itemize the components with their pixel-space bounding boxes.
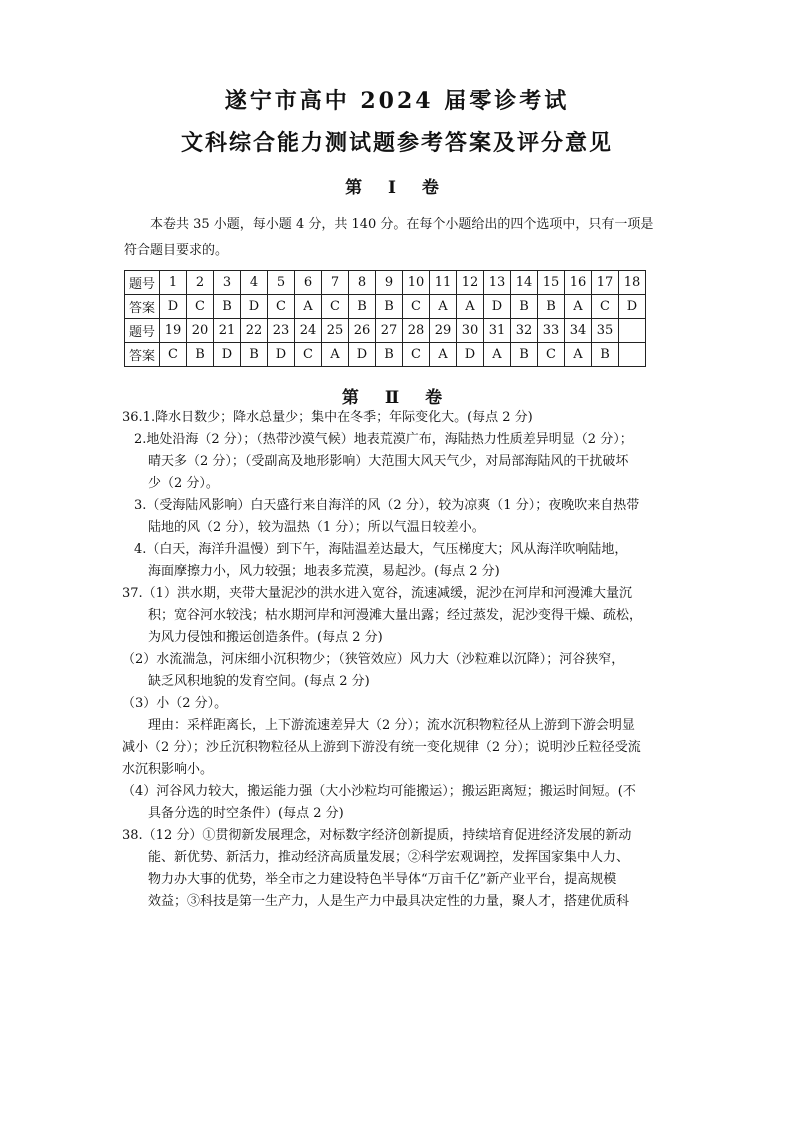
question-number-cell: 34 bbox=[565, 319, 592, 343]
answer-cell: B bbox=[376, 295, 403, 319]
answer-line: 积；宽谷河水较浅；枯水期河岸和河漫滩大量出露；经过蒸发，泥沙变得干燥、疏松， bbox=[148, 608, 643, 623]
answer-line: 少（2 分）。 bbox=[148, 476, 219, 491]
answer-line: 3.（受海陆风影响）白天盛行来自海洋的风（2 分），较为凉爽（1 分）；夜晚吹来自热带 bbox=[134, 498, 640, 513]
question-number-cell: 26 bbox=[349, 319, 376, 343]
question-number-cell: 28 bbox=[403, 319, 430, 343]
answer-cell: D bbox=[160, 295, 187, 319]
answer-table bbox=[124, 270, 646, 367]
empty-cell bbox=[619, 343, 646, 367]
answer-line: 能、新优势、新活力，推动经济高质量发展；②科学宏观调控，发挥国家集中人力、 bbox=[148, 850, 630, 865]
answer-line: 陆地的风（2 分），较为温热（1 分）；所以气温日较差小。 bbox=[148, 520, 485, 535]
question-number-cell: 30 bbox=[457, 319, 484, 343]
table-header-cell: 答案 bbox=[125, 343, 160, 367]
answer-line: （4）河谷风力较大，搬运能力强（大小沙粒均可能搬运）；搬运距离短；搬运时间短。(不 bbox=[122, 784, 636, 799]
answer-cell: D bbox=[241, 295, 268, 319]
question-number-cell: 3 bbox=[214, 271, 241, 295]
answer-cell: C bbox=[592, 295, 619, 319]
answer-line: 具备分选的时空条件）(每点 2 分) bbox=[148, 806, 344, 821]
question-number-cell: 12 bbox=[457, 271, 484, 295]
question-number-cell: 7 bbox=[322, 271, 349, 295]
question-number-cell: 20 bbox=[187, 319, 214, 343]
answer-line: （3）小（2 分）。 bbox=[122, 696, 228, 711]
answer-row bbox=[125, 343, 646, 367]
question-number-cell: 24 bbox=[295, 319, 322, 343]
table-header-cell: 答案 bbox=[125, 295, 160, 319]
question-number-cell: 22 bbox=[241, 319, 268, 343]
answer-cell: B bbox=[538, 295, 565, 319]
answer-cell: C bbox=[187, 295, 214, 319]
answer-cell: C bbox=[322, 295, 349, 319]
question-number-cell: 27 bbox=[376, 319, 403, 343]
answer-cell: A bbox=[295, 295, 322, 319]
answer-cell: C bbox=[403, 343, 430, 367]
question-number-cell: 15 bbox=[538, 271, 565, 295]
question-number-cell: 6 bbox=[295, 271, 322, 295]
question-number-cell: 16 bbox=[565, 271, 592, 295]
exam-subtitle: 文科综合能力测试题参考答案及评分意见 bbox=[180, 130, 613, 156]
question-number-cell: 4 bbox=[241, 271, 268, 295]
question-number-cell: 31 bbox=[484, 319, 511, 343]
answer-cell: A bbox=[565, 343, 592, 367]
answer-cell: A bbox=[322, 343, 349, 367]
question-number-cell: 11 bbox=[430, 271, 457, 295]
question-number-cell: 35 bbox=[592, 319, 619, 343]
volume-one-heading: 第 Ⅰ 卷 bbox=[345, 178, 449, 198]
table-header-cell: 题号 bbox=[125, 271, 160, 295]
answer-cell: B bbox=[511, 295, 538, 319]
question-number-row bbox=[125, 319, 646, 343]
question-number-row bbox=[125, 271, 646, 295]
answer-line: （2）水流湍急，河床细小沉积物少；（狭管效应）风力大（沙粒难以沉降）；河谷狭窄， bbox=[122, 652, 625, 667]
answer-line: 减小（2 分）；沙丘沉积物粒径从上游到下游没有统一变化规律（2 分）；说明沙丘粒径受流 bbox=[122, 740, 641, 755]
answer-line: 37.（1）洪水期，夹带大量泥沙的洪水进入宽谷，流速减缓，泥沙在河岸和河漫滩大量沉 bbox=[122, 586, 632, 601]
answer-cell: A bbox=[457, 295, 484, 319]
question-number-cell: 25 bbox=[322, 319, 349, 343]
answer-cell: B bbox=[349, 295, 376, 319]
answer-line: 为风力侵蚀和搬运创造条件。(每点 2 分) bbox=[148, 630, 383, 645]
answer-cell: D bbox=[619, 295, 646, 319]
question-number-cell: 13 bbox=[484, 271, 511, 295]
answer-cell: B bbox=[511, 343, 538, 367]
answer-cell: C bbox=[160, 343, 187, 367]
answer-cell: D bbox=[349, 343, 376, 367]
answer-cell: C bbox=[538, 343, 565, 367]
answer-row bbox=[125, 295, 646, 319]
table-header-cell: 题号 bbox=[125, 319, 160, 343]
answer-cell: B bbox=[592, 343, 619, 367]
answer-cell: B bbox=[214, 295, 241, 319]
question-number-cell: 19 bbox=[160, 319, 187, 343]
question-number-cell: 2 bbox=[187, 271, 214, 295]
question-number-cell: 29 bbox=[430, 319, 457, 343]
answer-cell: A bbox=[430, 343, 457, 367]
answer-line: 效益；③科技是第一生产力，人是生产力中最具决定性的力量，聚人才，搭建优质科 bbox=[148, 894, 630, 909]
answer-line: 4.（白天，海洋升温慢）到下午，海陆温差达最大，气压梯度大；风从海洋吹响陆地， bbox=[134, 542, 628, 557]
answer-cell: A bbox=[565, 295, 592, 319]
answer-cell: B bbox=[376, 343, 403, 367]
question-number-cell: 14 bbox=[511, 271, 538, 295]
answer-line: 海面摩擦力小，风力较强；地表多荒漠，易起沙。(每点 2 分) bbox=[148, 564, 500, 579]
question-number-cell: 33 bbox=[538, 319, 565, 343]
question-number-cell: 9 bbox=[376, 271, 403, 295]
empty-cell bbox=[619, 319, 646, 343]
answer-line: 2.地处沿海（2 分）；（热带沙漠气候）地表荒漠广布，海陆热力性质差异明显（2 分）； bbox=[134, 432, 633, 447]
question-number-cell: 5 bbox=[268, 271, 295, 295]
answer-cell: C bbox=[403, 295, 430, 319]
answer-cell: D bbox=[457, 343, 484, 367]
answer-cell: A bbox=[430, 295, 457, 319]
answer-line: 水沉积影响小。 bbox=[122, 762, 214, 777]
question-number-cell: 18 bbox=[619, 271, 646, 295]
answer-line: 晴天多（2 分）；（受副高及地形影响）大范围大风天气少，对局部海陆风的干扰破坏 bbox=[148, 454, 629, 469]
question-number-cell: 8 bbox=[349, 271, 376, 295]
answer-cell: D bbox=[214, 343, 241, 367]
answer-line: 36.1.降水日数少；降水总量少；集中在冬季；年际变化大。(每点 2 分) bbox=[122, 410, 533, 425]
question-number-cell: 10 bbox=[403, 271, 430, 295]
question-number-cell: 23 bbox=[268, 319, 295, 343]
answer-cell: B bbox=[187, 343, 214, 367]
answer-cell: C bbox=[295, 343, 322, 367]
answer-cell: D bbox=[268, 343, 295, 367]
answer-cell: B bbox=[241, 343, 268, 367]
answer-line: 物力办大事的优势，举全市之力建设特色半导体“万亩千亿”新产业平台，提高规模 bbox=[148, 872, 617, 887]
question-number-cell: 21 bbox=[214, 319, 241, 343]
question-number-cell: 32 bbox=[511, 319, 538, 343]
answer-cell: C bbox=[268, 295, 295, 319]
volume-two-heading: 第 Ⅱ 卷 bbox=[341, 388, 453, 408]
question-number-cell: 1 bbox=[160, 271, 187, 295]
exam-title: 遂宁市高中 2024 届零诊考试 bbox=[224, 88, 570, 114]
answer-line: 缺乏风积地貌的发育空间。(每点 2 分) bbox=[148, 674, 370, 689]
answer-cell: A bbox=[484, 343, 511, 367]
volume-one-instructions: 本卷共 35 小题，每小题 4 分，共 140 分。在每个小题给出的四个选项中，只有一项是符合题目要求的。 bbox=[124, 217, 654, 258]
answer-cell: D bbox=[484, 295, 511, 319]
question-number-cell: 17 bbox=[592, 271, 619, 295]
answer-line: 38.（12 分）①贯彻新发展理念，对标数字经济创新提质，持续培育促进经济发展的新动 bbox=[122, 828, 632, 843]
answer-line: 理由：采样距离长，上下游流速差异大（2 分）；流水沉积物粒径从上游到下游会明显 bbox=[148, 718, 635, 733]
